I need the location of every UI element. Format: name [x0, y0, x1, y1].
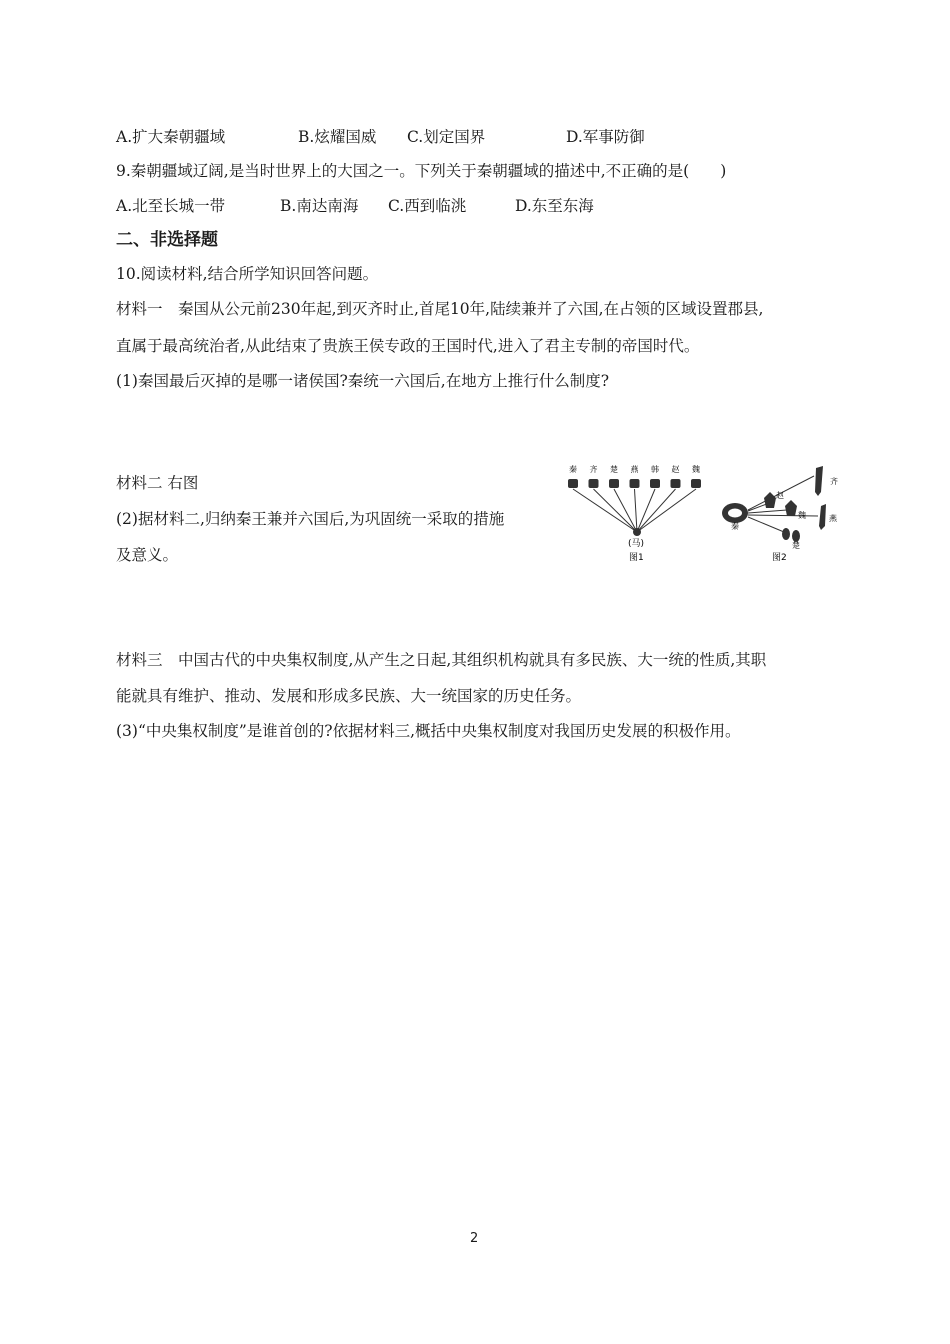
yan-knife-coin-icon	[819, 504, 826, 530]
material1-line2: 直属于最高统治者,从此结束了贵族王侯专政的王国时代,进入了君主专制的帝国时代。	[116, 337, 700, 355]
q10-intro: 10.阅读材料,结合所学知识回答问题。	[116, 265, 379, 283]
fig1-state-label: 秦	[569, 465, 577, 474]
fig2-label-zhao: 赵	[776, 491, 784, 500]
fig1-connector-line	[637, 489, 676, 532]
fig1-horse-glyph-icon	[691, 479, 701, 488]
fig2-label-chu: 楚	[792, 541, 800, 550]
figure-2	[712, 462, 847, 567]
fig2-label-yan: 燕	[829, 514, 837, 523]
q9-option-c: C.西到临洮	[388, 197, 467, 215]
fig1-horse-glyph-icon	[568, 479, 578, 488]
fig1-state-label: 韩	[651, 465, 659, 474]
wei-spade-coin-icon	[785, 500, 797, 516]
question1: (1)秦国最后灭掉的是哪一诸侯国?秦统一六国后,在地方上推行什么制度?	[116, 372, 610, 390]
zhao-spade-coin-icon	[764, 492, 776, 508]
question2-line2: 及意义。	[116, 546, 179, 564]
q8-option-d: D.军事防御	[566, 128, 645, 146]
fig2-caption: 图2	[772, 553, 787, 563]
fig1-state-label: 楚	[610, 465, 618, 474]
fig1-horse-glyph-icon	[671, 479, 681, 488]
question3: (3)“中央集权制度”是谁首创的?依据材料三,概括中央集权制度对我国历史发展的积极作用。	[116, 722, 741, 740]
fig1-connector-line	[573, 489, 637, 532]
fig1-state-label: 燕	[630, 465, 639, 474]
q9-option-b: B.南达南海	[280, 197, 359, 215]
fig1-horse-glyph-icon	[650, 479, 660, 488]
q8-option-c: C.划定国界	[407, 128, 486, 146]
fig1-caption: 图1	[629, 553, 644, 563]
material2-label: 材料二 右图	[116, 474, 199, 492]
fig1-state-label: 魏	[692, 465, 700, 474]
fig1-state-label: 赵	[671, 465, 680, 474]
fig1-horse-glyph-icon	[589, 479, 599, 488]
fig1-horse-glyph-icon	[609, 479, 619, 488]
q9-option-d: D.东至东海	[515, 197, 594, 215]
fig1-connector-line	[635, 489, 638, 532]
fig2-label-wei: 魏	[798, 511, 806, 520]
figure-1	[565, 462, 715, 567]
material3-line2: 能就具有维护、推动、发展和形成多民族、大一统国家的历史任务。	[116, 687, 582, 705]
fig1-center-label: (马)	[628, 539, 645, 549]
page-number: 2	[470, 1231, 479, 1246]
fig1-horse-glyph-icon	[630, 479, 640, 488]
horse-hub-icon	[633, 528, 641, 536]
material3-line1: 材料三 中国古代的中央集权制度,从产生之日起,其组织机构就具有多民族、大一统的性质,其职	[116, 651, 767, 669]
q8-option-a: A.扩大秦朝疆域	[116, 128, 226, 146]
section-title: 二、非选择题	[116, 230, 218, 250]
qi-knife-coin-icon	[815, 466, 823, 496]
fig1-connector-line	[594, 489, 638, 532]
material1-line1: 材料一 秦国从公元前230年起,到灭齐时止,首尾10年,陆续兼并了六国,在占领的区域设置郡县,	[116, 300, 764, 318]
q9-stem: 9.秦朝疆域辽阔,是当时世界上的大国之一。下列关于秦朝疆域的描述中,不正确的是( )	[116, 162, 727, 180]
q8-option-b: B.炫耀国威	[298, 128, 377, 146]
chu-coin-icon	[782, 528, 790, 540]
q9-option-a: A.北至长城一带	[116, 197, 226, 215]
fig2-label-qin: 秦	[731, 522, 739, 531]
fig2-label-qi: 齐	[830, 477, 838, 486]
fig1-connector-line	[614, 489, 637, 532]
fig1-state-label: 齐	[589, 465, 598, 474]
question2-line1: (2)据材料二,归纳秦王兼并六国后,为巩固统一采取的措施	[116, 510, 505, 528]
